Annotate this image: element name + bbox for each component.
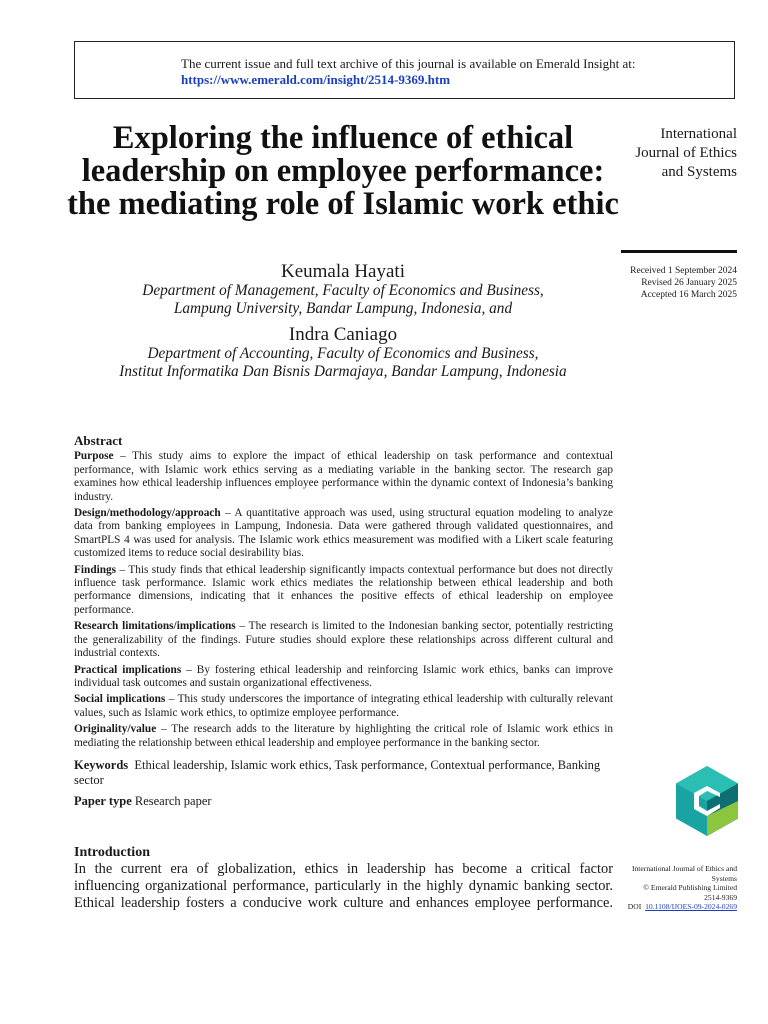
accepted-date: Accepted 16 March 2025 <box>640 290 737 300</box>
affiliation-line: Institut Informatika Dan Bisnis Darmajaya, Bandar Lampung, Indonesia <box>119 363 567 380</box>
archive-notice-box <box>74 41 735 99</box>
section-label: Practical implications <box>74 663 182 676</box>
abstract-purpose <box>74 450 613 504</box>
section-label: Purpose <box>74 450 114 463</box>
section-text: – By fostering ethical leadership and reinforcing Islamic work ethics, banks can improve individual task outcomes and sustain organizational effectiveness. <box>74 663 613 689</box>
introduction-heading: Introduction <box>74 845 150 860</box>
abstract-heading: Abstract <box>74 433 123 448</box>
meta-copyright: © Emerald Publishing Limited <box>643 883 737 892</box>
doi-link[interactable]: 10.1108/IJOES-09-2024-0269 <box>645 902 737 911</box>
affiliation-line: Department of Accounting, Faculty of Economics and Business, <box>147 345 539 362</box>
doi-label: DOI <box>627 902 642 911</box>
paper-type <box>74 794 613 809</box>
section-label: Design/methodology/approach <box>74 507 221 520</box>
publication-meta <box>614 864 737 912</box>
keywords-text: Ethical leadership, Islamic work ethics, Task performance, Contextual performance, Banking sector <box>74 757 601 787</box>
article-title: Exploring the influence of ethical leadership on employee performance: the mediating role of Islamic work ethic <box>67 120 619 222</box>
section-text: – A quantitative approach was used, using structural equation modeling to analyze data from banking employees in Lampung, Indonesia. Data were gathered through validated questionnaires, and SmartPLS 4 was used for analysis. The Islamic work ethics measurement was modified with a Likert scale featuring customized items to reduce social desirability bias. <box>74 507 613 560</box>
introduction-text: In the current era of globalization, ethics in leadership has become a critical factor influencing organizational performance, particularly in the highly dynamic banking sector. Ethical leadership fosters a conducive work culture and enhances employee performance. <box>74 861 613 911</box>
abstract-design <box>74 507 613 561</box>
meta-issn: 2514-9369 <box>704 892 737 902</box>
author-name: Keumala Hayati <box>281 261 405 282</box>
article-history <box>600 265 737 301</box>
paper-type-label: Paper type <box>74 793 132 808</box>
section-label: Social implications <box>74 693 166 706</box>
author-affiliation <box>60 282 626 318</box>
section-text: – The research adds to the literature by highlighting the critical role of Islamic work ethics in mediating the relationship between ethical leadership and employee performance in the banking sector. <box>74 723 613 749</box>
author-affiliation <box>60 345 626 381</box>
section-text: – This study aims to explore the impact of ethical leadership on task performance and contextual performance, with Islamic work ethics serving as a mediating variable in the banking sector. The research gap examines how ethical leadership influences employee performance within the dynamic context of Indonesia’s banking industry. <box>74 450 613 503</box>
section-text: – This study finds that ethical leadership significantly impacts contextual performance but does not directly influence task performance. Islamic work ethics mediates the relationship between ethical leadership and both performance dimensions, indicating that it enhances the positive effects of ethical leadership on employee performance. <box>74 563 613 616</box>
affiliation-line: Lampung University, Bandar Lampung, Indonesia, and <box>173 300 513 317</box>
archive-notice-text: The current issue and full text archive of this journal is available on Emerald Insight at: <box>181 56 636 71</box>
keywords-label: Keywords <box>74 757 129 772</box>
section-label: Research limitations/implications <box>74 620 236 633</box>
section-label: Findings <box>74 563 117 576</box>
journal-archive-link[interactable]: https://www.emerald.com/insight/2514-9369.htm <box>181 72 451 87</box>
section-text: – The research is limited to the Indonesian banking sector, potentially restricting the generalizability of the findings. Future studies should explore these relationships across different cultural and industrial contexts. <box>74 620 613 660</box>
abstract-originality <box>74 723 613 750</box>
meta-journal: International Journal of Ethics and Systems <box>631 864 737 883</box>
abstract-social <box>74 693 613 720</box>
abstract-practical <box>74 664 613 691</box>
sidebar-divider <box>621 250 737 253</box>
affiliation-line: Department of Management, Faculty of Economics and Business, <box>142 282 544 299</box>
abstract <box>74 434 613 809</box>
paper-type-value: Research paper <box>134 793 212 808</box>
journal-name: International Journal of Ethics and Systems <box>635 126 737 180</box>
abstract-limitations <box>74 620 613 660</box>
section-label: Originality/value <box>74 723 157 736</box>
section-text: – This study underscores the importance of integrating ethical leadership with culturally relevant values, such as Islamic work ethics, to optimize employee performance. <box>74 693 613 719</box>
received-date: Received 1 September 2024 <box>630 266 737 276</box>
emerald-publishing-logo-icon <box>676 766 738 836</box>
abstract-findings <box>74 564 613 618</box>
author-name: Indra Caniago <box>288 324 398 345</box>
revised-date: Revised 26 January 2025 <box>641 278 737 288</box>
meta-doi <box>614 902 737 912</box>
keywords <box>74 758 613 788</box>
